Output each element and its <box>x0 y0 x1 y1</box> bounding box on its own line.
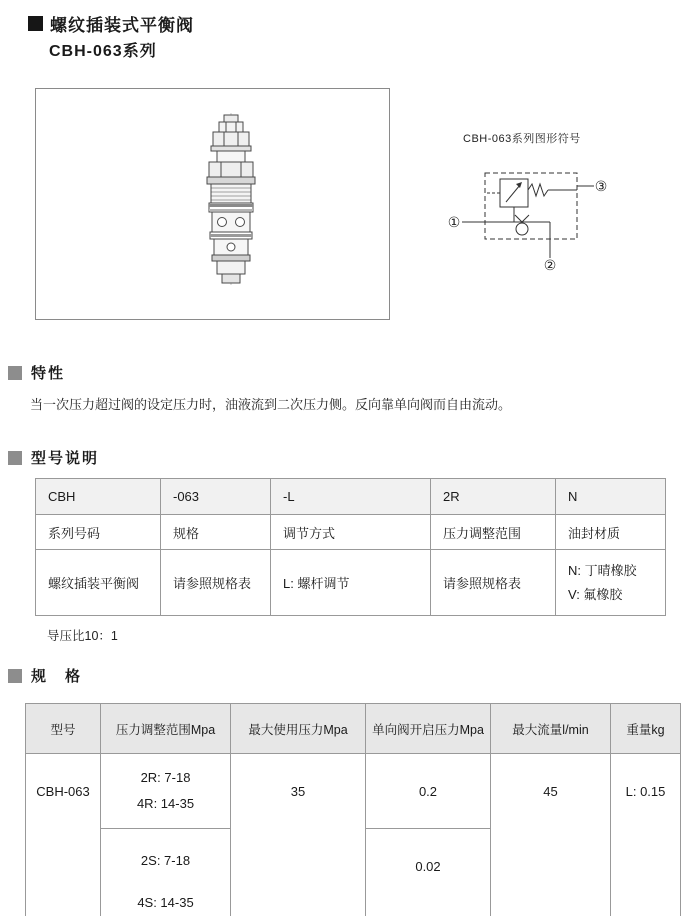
spec-row-r <box>26 754 681 829</box>
model-heading-row <box>8 447 99 468</box>
model-code-cell: -L <box>271 479 431 515</box>
spec-header-cell: 最大流量l/min <box>491 704 611 754</box>
spec-model-cell: CBH-063 <box>26 754 101 916</box>
model-label-cell: 系列号码 <box>36 515 161 550</box>
model-label-cell: 油封材质 <box>556 515 666 550</box>
features-text: 当一次压力超过阀的设定压力时，油液流到二次压力侧。反向靠单向阀而自由流动。 <box>30 397 512 412</box>
seal-option: V: 氟橡胶 <box>568 586 623 602</box>
max-flow-cell: 45 <box>491 754 611 916</box>
pressure-range-cell: 2R: 7-18 4R: 14-35 <box>101 754 231 829</box>
features-bullet-square <box>8 366 22 380</box>
spec-header-cell: 单向阀开启压力Mpa <box>366 704 491 754</box>
model-label-cell: 调节方式 <box>271 515 431 550</box>
model-code-row <box>36 479 666 515</box>
model-desc-cell: 请参照规格表 <box>161 550 271 616</box>
symbol-label: CBH-063系列图形符号 <box>463 133 581 145</box>
spec-heading-row <box>8 665 82 686</box>
model-code-cell: CBH <box>36 479 161 515</box>
port-2-label: ② <box>543 257 557 273</box>
spec-header-cell: 压力调整范围Mpa <box>101 704 231 754</box>
model-desc-cell: L: 螺杆调节 <box>271 550 431 616</box>
hydraulic-symbol-diagram <box>438 146 623 296</box>
pilot-ratio-note: 导压比10：1 <box>47 629 118 643</box>
spec-table <box>25 703 681 916</box>
model-code-cell: -063 <box>161 479 271 515</box>
title-bullet-square <box>28 16 43 31</box>
model-label-row <box>36 515 666 550</box>
spec-header-row <box>26 704 681 754</box>
port-3-label: ③ <box>594 178 608 194</box>
pressure-range-cell: 2S: 7-18 4S: 14-35 <box>101 829 231 916</box>
features-heading: 特性 <box>31 365 66 382</box>
port-1-label: ① <box>447 214 461 230</box>
model-label-cell: 规格 <box>161 515 271 550</box>
spec-header-cell: 型号 <box>26 704 101 754</box>
model-desc-cell: 请参照规格表 <box>431 550 556 616</box>
model-code-cell: N <box>556 479 666 515</box>
seal-option: N: 丁晴橡胶 <box>568 562 637 578</box>
model-desc-cell: 螺纹插装平衡阀 <box>36 550 161 616</box>
model-label-cell: 压力调整范围 <box>431 515 556 550</box>
model-code-table <box>35 478 666 616</box>
spec-heading: 规 格 <box>31 668 83 685</box>
page-subtitle: CBH-063系列 <box>49 43 157 60</box>
spec-bullet-square <box>8 669 22 683</box>
max-pressure-cell: 35 <box>231 754 366 916</box>
page-title-row <box>28 11 194 36</box>
spec-header-cell: 重量kg <box>611 704 681 754</box>
spec-header-cell: 最大使用压力Mpa <box>231 704 366 754</box>
model-bullet-square <box>8 451 22 465</box>
page-title: 螺纹插装式平衡阀 <box>50 16 194 35</box>
seal-options-cell <box>556 550 666 616</box>
valve-drawing <box>186 113 276 285</box>
model-code-cell: 2R <box>431 479 556 515</box>
open-pressure-cell: 0.02 <box>366 829 491 916</box>
weight-cell: L: 0.15 <box>611 754 681 916</box>
features-heading-row <box>8 362 65 383</box>
open-pressure-cell: 0.2 <box>366 754 491 829</box>
model-heading: 型号说明 <box>31 450 100 467</box>
model-desc-row <box>36 550 666 616</box>
valve-figure-box <box>35 88 390 320</box>
